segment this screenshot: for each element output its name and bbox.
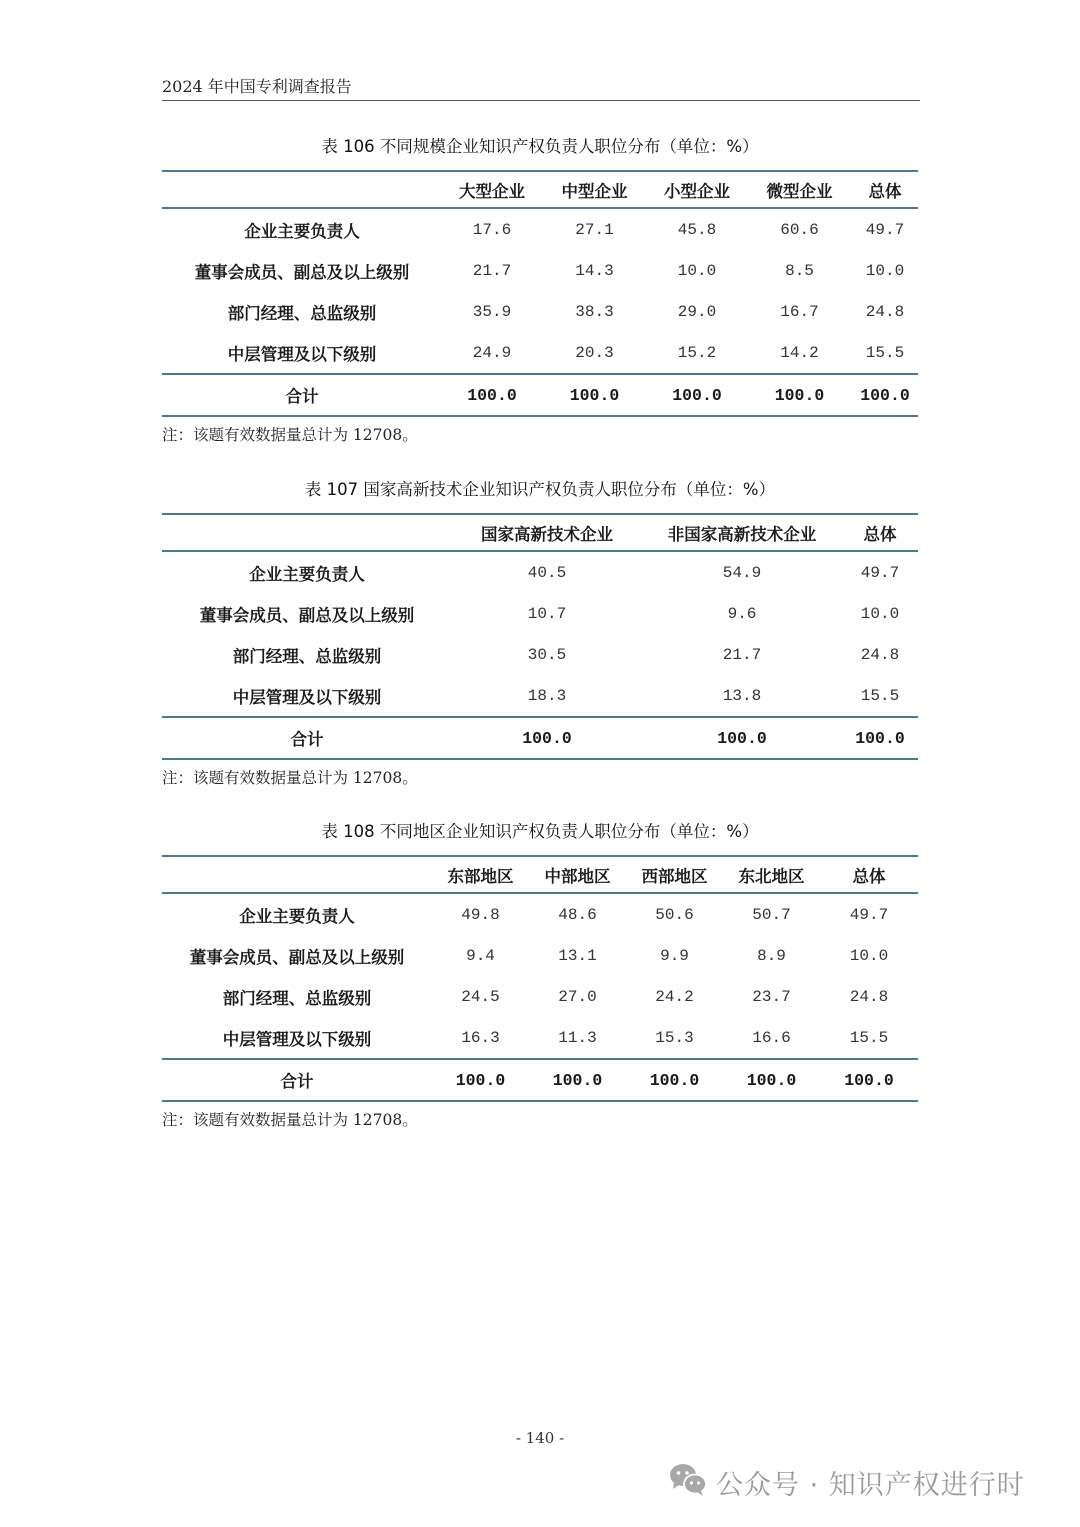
watermark-text: 公众号 · 知识产权进行时 xyxy=(716,1469,1025,1501)
column-header: 总体 xyxy=(842,514,918,551)
cell-value: 15.3 xyxy=(655,1028,694,1047)
column-header: 小型企业 xyxy=(647,171,747,208)
total-value: 100.0 xyxy=(820,1059,918,1101)
cell-value: 27.0 xyxy=(558,987,597,1006)
total-value: 100.0 xyxy=(442,374,542,416)
report-title: 2024 年中国专利调查报告 xyxy=(162,77,352,96)
cell-value: 49.7 xyxy=(865,220,905,239)
table-row xyxy=(162,1017,918,1059)
cell-value: 16.6 xyxy=(752,1028,791,1047)
cell-value: 40.5 xyxy=(527,563,567,582)
total-value: 100.0 xyxy=(647,374,747,416)
cell-value: 17.6 xyxy=(472,220,512,239)
table-row xyxy=(162,976,918,1017)
table-row xyxy=(162,291,918,332)
cell-value: 60.6 xyxy=(780,220,819,239)
cell-value: 9.9 xyxy=(660,946,689,965)
cell-value: 24.2 xyxy=(655,987,694,1006)
table-row xyxy=(162,675,918,717)
cell-value: 10.0 xyxy=(677,261,717,280)
cell-value: 15.5 xyxy=(860,686,900,705)
row-label: 企业主要负责人 xyxy=(244,221,360,241)
table-row xyxy=(162,634,918,675)
total-label: 合计 xyxy=(162,717,452,759)
row-label: 董事会成员、副总及以上级别 xyxy=(189,947,405,967)
table-row xyxy=(162,332,918,374)
column-header xyxy=(162,856,432,893)
cell-value: 49.7 xyxy=(860,563,900,582)
cell-value: 24.5 xyxy=(461,987,500,1006)
total-label: 合计 xyxy=(162,1059,432,1101)
column-header: 总体 xyxy=(820,856,918,893)
cell-value: 15.5 xyxy=(865,343,905,362)
table-row xyxy=(162,593,918,634)
data-table xyxy=(162,170,918,417)
cell-value: 15.5 xyxy=(849,1028,889,1047)
table-106 xyxy=(162,134,918,445)
row-label: 企业主要负责人 xyxy=(249,564,365,584)
cell-value: 50.7 xyxy=(752,905,791,924)
column-header: 非国家高新技术企业 xyxy=(642,514,842,551)
cell-value: 21.7 xyxy=(472,261,512,280)
row-label: 企业主要负责人 xyxy=(239,906,355,926)
cell-value: 45.8 xyxy=(677,220,717,239)
running-header xyxy=(162,76,920,101)
total-value: 100.0 xyxy=(642,717,842,759)
cell-value: 15.2 xyxy=(677,343,717,362)
row-label: 中层管理及以下级别 xyxy=(227,344,377,364)
cell-value: 50.6 xyxy=(655,905,694,924)
row-label: 部门经理、总监级别 xyxy=(232,646,382,666)
cell-value: 8.9 xyxy=(757,946,786,965)
cell-value: 10.0 xyxy=(865,261,905,280)
cell-value: 14.3 xyxy=(575,261,614,280)
header-row xyxy=(162,514,918,551)
cell-value: 23.7 xyxy=(752,987,791,1006)
column-header: 大型企业 xyxy=(442,171,542,208)
table-caption: 表 108 不同地区企业知识产权负责人职位分布（单位：%） xyxy=(321,822,759,841)
total-value: 100.0 xyxy=(626,1059,723,1101)
column-header: 国家高新技术企业 xyxy=(452,514,642,551)
column-header: 东部地区 xyxy=(432,856,529,893)
column-header: 总体 xyxy=(852,171,918,208)
row-label: 部门经理、总监级别 xyxy=(227,303,377,323)
header-row xyxy=(162,171,918,208)
total-value: 100.0 xyxy=(542,374,647,416)
row-label: 中层管理及以下级别 xyxy=(222,1029,372,1049)
row-label: 董事会成员、副总及以上级别 xyxy=(194,262,410,282)
total-value: 100.0 xyxy=(723,1059,820,1101)
cell-value: 35.9 xyxy=(472,302,512,321)
cell-value: 24.8 xyxy=(860,645,900,664)
table-row xyxy=(162,935,918,976)
table-row xyxy=(162,208,918,250)
table-note: 注：该题有效数据量总计为 12708。 xyxy=(162,426,418,444)
wechat-icon xyxy=(668,1461,716,1504)
total-value: 100.0 xyxy=(452,717,642,759)
row-label: 中层管理及以下级别 xyxy=(232,687,382,707)
column-header: 中型企业 xyxy=(542,171,647,208)
cell-value: 30.5 xyxy=(527,645,567,664)
cell-value: 9.4 xyxy=(466,946,495,965)
cell-value: 49.7 xyxy=(849,905,889,924)
cell-value: 14.2 xyxy=(780,343,819,362)
cell-value: 16.3 xyxy=(461,1028,500,1047)
column-header: 微型企业 xyxy=(747,171,852,208)
total-row xyxy=(162,374,918,416)
data-table xyxy=(162,855,918,1102)
cell-value: 10.0 xyxy=(849,946,889,965)
cell-value: 9.6 xyxy=(727,604,757,623)
table-caption: 表 107 国家高新技术企业知识产权负责人职位分布（单位：%） xyxy=(304,480,776,499)
column-header xyxy=(162,171,442,208)
header-row xyxy=(162,856,918,893)
cell-value: 18.3 xyxy=(527,686,567,705)
page-number: - 140 - xyxy=(515,1429,565,1447)
column-header: 西部地区 xyxy=(626,856,723,893)
table-108 xyxy=(162,819,918,1130)
cell-value: 20.3 xyxy=(575,343,614,362)
cell-value: 13.1 xyxy=(558,946,597,965)
column-header xyxy=(162,514,452,551)
cell-value: 38.3 xyxy=(575,302,614,321)
data-table xyxy=(162,513,918,760)
watermark xyxy=(668,1462,1025,1502)
table-row xyxy=(162,250,918,291)
total-value: 100.0 xyxy=(842,717,918,759)
cell-value: 24.9 xyxy=(472,343,512,362)
cell-value: 16.7 xyxy=(780,302,819,321)
total-row xyxy=(162,1059,918,1101)
table-note: 注：该题有效数据量总计为 12708。 xyxy=(162,769,418,787)
table-note: 注：该题有效数据量总计为 12708。 xyxy=(162,1111,418,1129)
table-107 xyxy=(162,477,918,788)
cell-value: 49.8 xyxy=(461,905,500,924)
cell-value: 13.8 xyxy=(722,686,762,705)
total-row xyxy=(162,717,918,759)
cell-value: 10.7 xyxy=(527,604,567,623)
cell-value: 24.8 xyxy=(865,302,905,321)
cell-value: 54.9 xyxy=(722,563,762,582)
total-value: 100.0 xyxy=(432,1059,529,1101)
table-row xyxy=(162,893,918,935)
column-header: 东北地区 xyxy=(723,856,820,893)
total-value: 100.0 xyxy=(529,1059,626,1101)
table-row xyxy=(162,551,918,593)
cell-value: 8.5 xyxy=(785,261,814,280)
row-label: 董事会成员、副总及以上级别 xyxy=(199,605,415,625)
cell-value: 27.1 xyxy=(575,220,614,239)
cell-value: 11.3 xyxy=(558,1028,597,1047)
cell-value: 24.8 xyxy=(849,987,889,1006)
cell-value: 48.6 xyxy=(558,905,597,924)
total-label: 合计 xyxy=(162,374,442,416)
cell-value: 10.0 xyxy=(860,604,900,623)
cell-value: 21.7 xyxy=(722,645,762,664)
row-label: 部门经理、总监级别 xyxy=(222,988,372,1008)
cell-value: 29.0 xyxy=(677,302,717,321)
total-value: 100.0 xyxy=(747,374,852,416)
table-caption: 表 106 不同规模企业知识产权负责人职位分布（单位：%） xyxy=(321,137,759,156)
column-header: 中部地区 xyxy=(529,856,626,893)
total-value: 100.0 xyxy=(852,374,918,416)
